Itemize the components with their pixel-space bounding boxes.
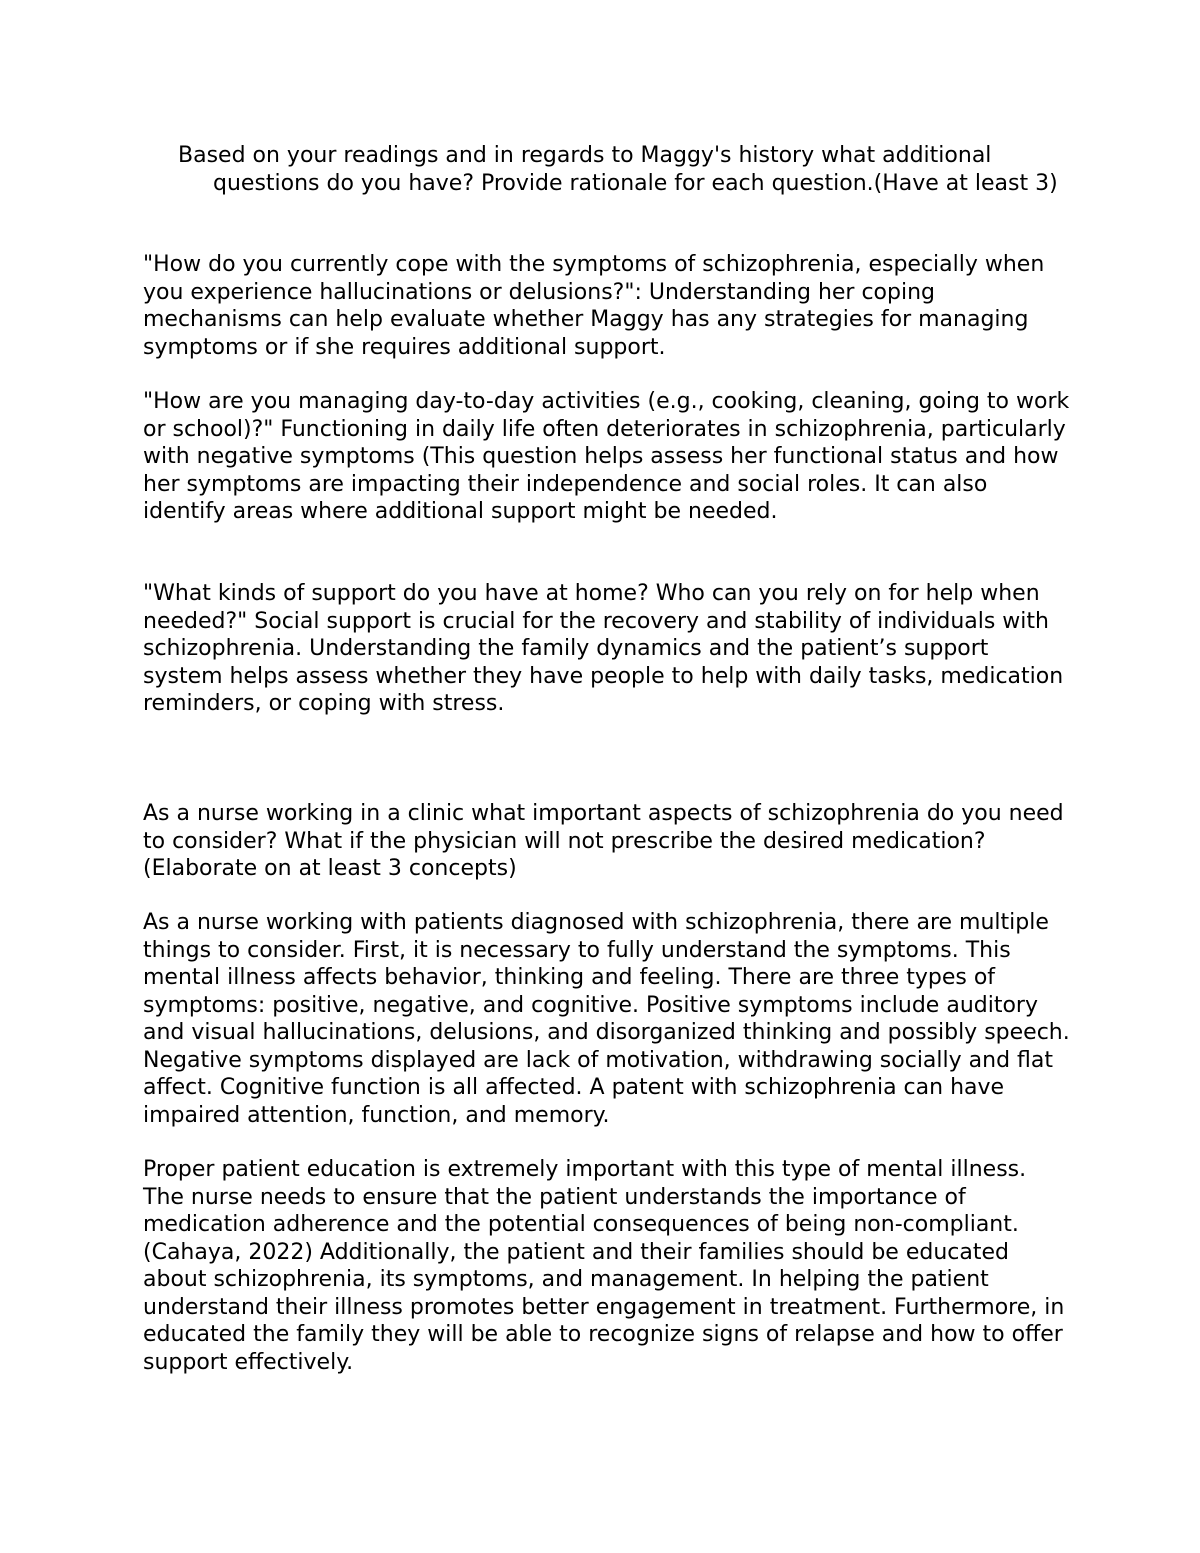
question-1: Based on your readings and in regards to Maggy's history what additional questions do you have? Provide rationale for each question.(Have at least 3) — [178, 143, 1058, 196]
answer-1-question-b: "How are you managing day-to-day activities (e.g., cooking, cleaning, going to work or school)?" Functioning in daily life often deteriorates in schizophrenia, particularly with negative symptoms (This question helps assess her functional status and how her symptoms are impacting their independence and social roles. It can also identify areas where additional support might be needed. — [143, 389, 1070, 524]
answer-1-question-c: "What kinds of support do you have at home? Who can you rely on for help when needed?" Social support is crucial for the recovery and stability of individuals with schizophrenia. Understanding the family dynamics and the patient’s support system helps assess whether they have people to help with daily tasks, medication reminders, or coping with stress. — [143, 581, 1064, 716]
question-2: As a nurse working in a clinic what important aspects of schizophrenia do you need to consider? What if the physician will not prescribe the desired medication? (Elaborate on at least 3 concepts) — [143, 801, 1064, 881]
answer-2-paragraph-1: As a nurse working with patients diagnosed with schizophrenia, there are multiple things to consider. First, it is necessary to fully understand the symptoms. This mental illness affects behavior, thinking and feeling. There are three types of symptoms: positive, negative, and cognitive. Positive symptoms include auditory and visual hallucinations, delusions, and disorganized thinking and possibly speech. Negative symptoms displayed are lack of motivation, withdrawing socially and flat affect. Cognitive function is all affected. A patent with schizophrenia can have impaired attention, function, and memory. — [143, 910, 1070, 1128]
answer-2-paragraph-2: Proper patient education is extremely important with this type of mental illness. The nurse needs to ensure that the patient understands the importance of medication adherence and the potential consequences of being non-compliant. (Cahaya, 2022) Additionally, the patient and their families should be educated about schizophrenia, its symptoms, and management. In helping the patient understand their illness promotes better engagement in treatment. Furthermore, in educated the family they will be able to recognize signs of relapse and how to offer support effectively. — [143, 1157, 1065, 1375]
answer-1-question-a: "How do you currently cope with the symptoms of schizophrenia, especially when you experience hallucinations or delusions?": Understanding her coping mechanisms can help evaluate whether Maggy has any strategies for managing symptoms or if she requires additional support. — [143, 252, 1045, 360]
